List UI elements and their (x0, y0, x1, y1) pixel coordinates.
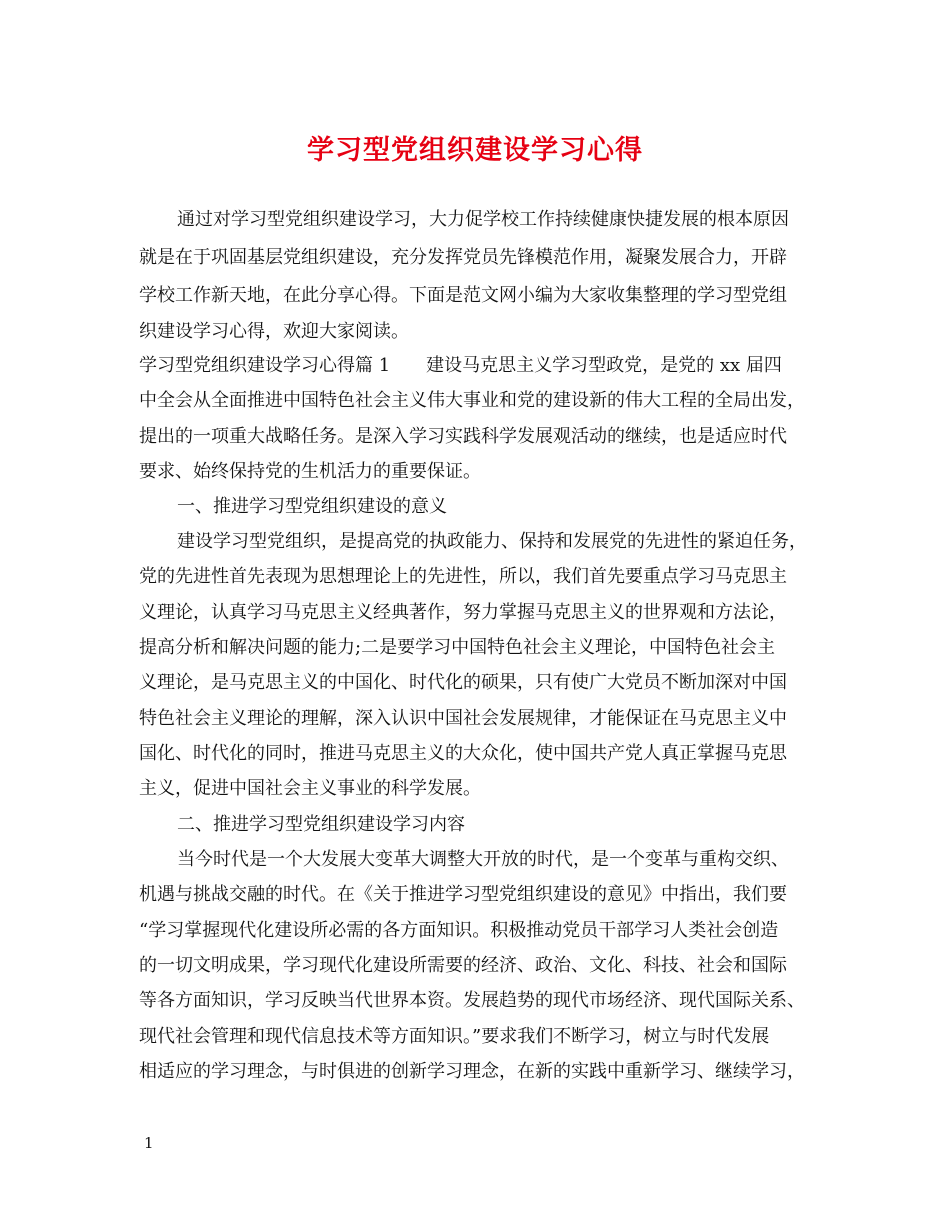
page-number: 1 (144, 1134, 154, 1152)
text-line: 等各方面知识，学习反映当代世界本资。发展趋势的现代市场经济、现代国际关系、 (139, 990, 805, 1011)
section-heading: 二、推进学习型党组织建设学习内容 (177, 814, 465, 835)
text-line: “学习掌握现代化建设所必需的各方面知识。积极推动党员干部学习人类社会创造 (139, 920, 779, 941)
document-title: 学习型党组织建设学习心得 (307, 135, 643, 166)
text-line: 主义，促进中国社会主义事业的科学发展。 (139, 778, 481, 799)
text-line: 中全会从全面推进中国特色社会主义伟大事业和党的建设新的伟大工程的全局出发， (139, 390, 805, 411)
text-line: 要求、始终保持党的生机活力的重要保证。 (139, 461, 481, 482)
text-line: 国化、时代化的同时，推进马克思主义的大众化，使中国共产党人真正掌握马克思 (139, 743, 787, 764)
text-line: 学习型党组织建设学习心得篇 1 建设马克思主义学习型政党，是党的 xx 届四 (139, 355, 782, 376)
text-line: 机遇与挑战交融的时代。在《关于推进学习型党组织建设的意见》中指出，我们要 (139, 884, 787, 905)
text-line: 的一切文明成果，学习现代化建设所需要的经济、政治、文化、科技、社会和国际 (139, 955, 787, 976)
text-line: 织建设学习心得，欢迎大家阅读。 (139, 321, 409, 342)
section-heading: 一、推进学习型党组织建设的意义 (177, 496, 447, 517)
text-line: 提出的一项重大战略任务。是深入学习实践科学发展观活动的继续，也是适应时代 (139, 426, 787, 447)
text-line: 通过对学习型党组织建设学习，大力促学校工作持续健康快捷发展的根本原因 (177, 209, 789, 230)
text-line: 相适应的学习理念，与时俱进的创新学习理念，在新的实践中重新学习、继续学习， (139, 1061, 805, 1082)
text-line: 建设学习型党组织，是提高党的执政能力、保持和发展党的先进性的紧迫任务， (177, 531, 807, 552)
text-line: 学校工作新天地，在此分享心得。下面是范文网小编为大家收集整理的学习型党组 (139, 285, 787, 306)
text-line: 现代社会管理和现代信息技术等方面知识。”要求我们不断学习，树立与时代发展 (139, 1026, 770, 1047)
text-line: 提高分析和解决问题的能力;二是要学习中国特色社会主义理论，中国特色社会主 (139, 637, 776, 658)
text-line: 义理论，认真学习马克思主义经典著作，努力掌握马克思主义的世界观和方法论， (139, 602, 787, 623)
text-line: 特色社会主义理论的理解，深入认识中国社会发展规律，才能保证在马克思主义中 (139, 708, 787, 729)
text-line: 义理论，是马克思主义的中国化、时代化的硕果，只有使广大党员不断加深对中国 (139, 672, 787, 693)
text-line: 当今时代是一个大发展大变革大调整大开放的时代，是一个变革与重构交织、 (177, 849, 789, 870)
text-line: 党的先进性首先表现为思想理论上的先进性，所以，我们首先要重点学习马克思主 (139, 566, 787, 587)
text-line: 就是在于巩固基层党组织建设，充分发挥党员先锋模范作用，凝聚发展合力，开辟 (139, 247, 787, 268)
